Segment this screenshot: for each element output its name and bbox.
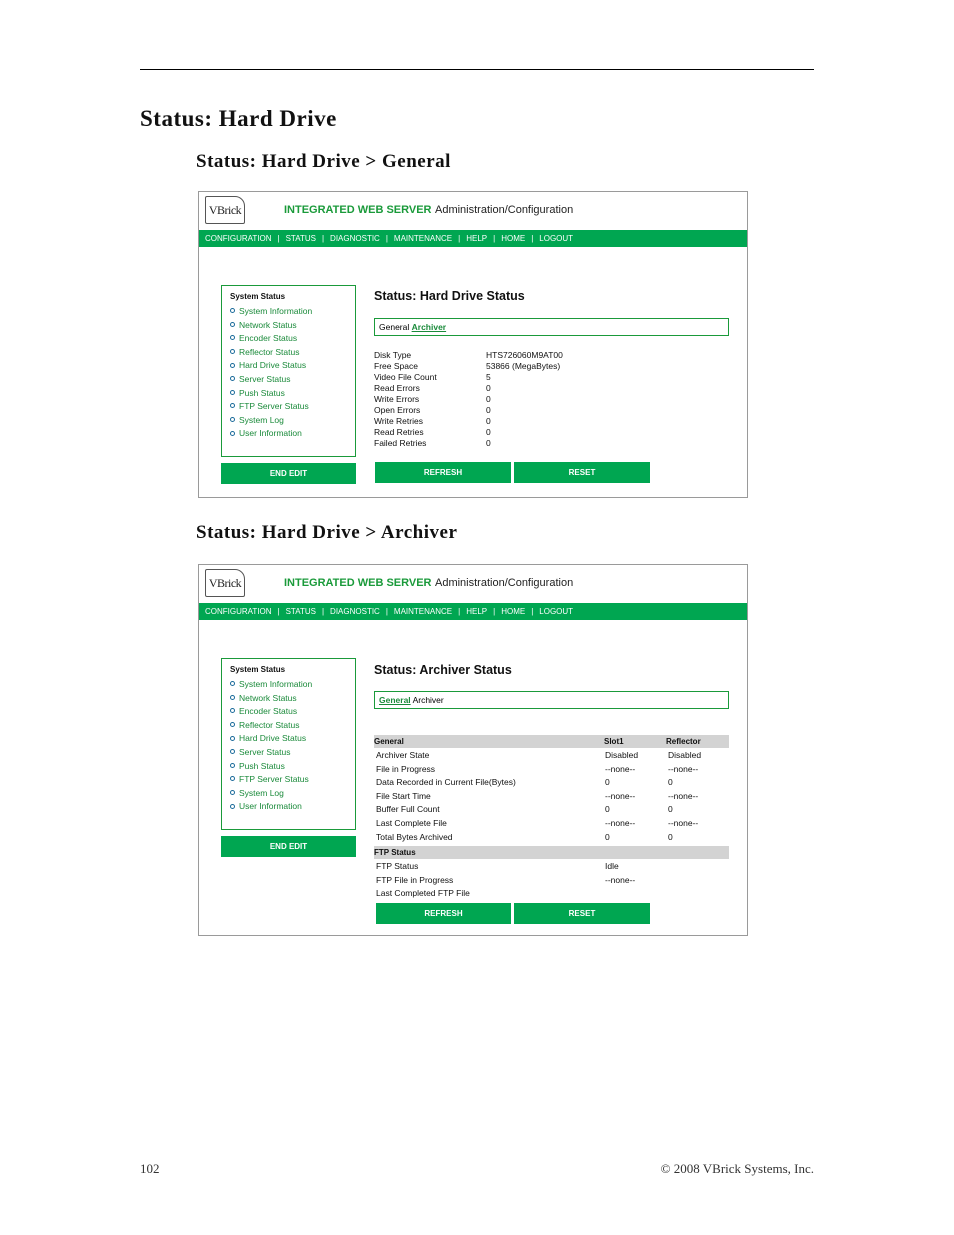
archiver-row-reflector: Disabled [668,750,702,760]
sidebar-item-hard-drive-status[interactable] [222,359,355,373]
nav-bar [199,230,747,247]
nav-logout[interactable]: LOGOUT [539,234,574,243]
tab-strip [374,318,729,336]
status-label: Write Retries [374,416,423,426]
status-value: 5 [486,372,491,382]
status-label: Write Errors [374,394,420,404]
sidebar-item-reflector-status[interactable] [222,346,355,360]
bullet-icon [230,322,235,327]
nav-separator: | [385,607,388,616]
bullet-icon [230,363,235,368]
nav-maintenance[interactable]: MAINTENANCE [393,234,453,243]
sidebar-item-label: Push Status [239,387,285,398]
nav-status[interactable]: STATUS [285,234,316,243]
refresh-button[interactable]: REFRESH [376,903,511,924]
status-value: 0 [486,394,491,404]
sidebar-item-user-information[interactable] [222,427,355,441]
archiver-row-label: Buffer Full Count [376,804,440,815]
archiver-row-reflector: 0 [668,777,673,788]
bullet-icon [230,308,235,313]
sidebar-item-label: FTP Server Status [239,401,309,412]
sidebar-item-hard-drive-status[interactable] [222,732,355,746]
archiver-row-slot1: 0 [605,831,610,842]
archiver-row-reflector: --none-- [668,818,699,828]
nav-configuration[interactable]: CONFIGURATION [205,234,272,243]
copyright: © 2008 VBrick Systems, Inc. [660,1161,814,1176]
bullet-icon [230,403,235,408]
sidebar-item-network-status[interactable] [222,692,355,706]
bullet-icon [230,335,235,340]
status-label: Open Errors [374,405,421,415]
sidebar-item-label: Encoder Status [239,706,298,717]
ftp-status-header [374,846,729,859]
bullet-icon [230,790,235,795]
section-archiver-title: Status: Hard Drive > Archiver [196,522,458,543]
archiver-row-label: Data Recorded in Current File(Bytes) [376,777,516,788]
app-header [199,192,747,230]
status-value: 0 [486,427,491,437]
status-value: 0 [486,438,491,448]
archiver-row-slot1: 0 [605,804,610,815]
page-title: Status: Hard Drive [140,106,337,131]
admin-subtitle: Administration/Configuration [435,204,574,216]
status-label: Read Retries [374,427,424,437]
sidebar-item-label: Push Status [239,760,285,771]
nav-configuration[interactable]: CONFIGURATION [205,607,272,616]
status-value: 53866 (MegaBytes) [486,361,561,371]
ftp-row-label: Last Completed FTP File [376,888,470,899]
bullet-icon [230,708,235,713]
sidebar-item-ftp-server-status[interactable] [222,773,355,787]
archiver-row-label: Archiver State [376,750,430,760]
nav-status[interactable]: STATUS [285,607,316,616]
screenshot-archiver [198,564,748,936]
nav-help[interactable]: HELP [466,234,488,243]
nav-separator: | [493,234,496,243]
archiver-row-reflector: --none-- [668,790,699,801]
bullet-icon [230,417,235,422]
sidebar-item-label: Hard Drive Status [239,733,307,744]
tab-strip [374,691,729,709]
status-label: Disk Type [374,350,412,360]
admin-subtitle: Administration/Configuration [435,577,574,589]
sidebar-item-push-status[interactable] [222,760,355,774]
sidebar-item-label: Server Status [239,746,291,757]
tab-general[interactable]: General [379,695,411,705]
archiver-row-label: Last Complete File [376,818,447,828]
reset-button[interactable]: RESET [514,903,650,924]
sidebar-item-network-status[interactable] [222,319,355,333]
status-label: Video File Count [374,372,437,382]
sidebar-item-server-status[interactable] [222,746,355,760]
sidebar-item-label: System Log [239,787,284,798]
sidebar-item-system-log[interactable] [222,414,355,428]
status-label: Failed Retries [374,438,427,448]
status-heading: Status: Hard Drive Status [374,289,525,303]
sidebar-item-label: User Information [239,428,302,439]
bullet-icon [230,722,235,727]
archiver-row-reflector: 0 [668,804,673,815]
tab-archiver[interactable]: Archiver [411,322,447,332]
archiver-row-slot1: 0 [605,777,610,788]
nav-separator: | [458,607,461,616]
status-label: Read Errors [374,383,420,393]
sidebar [221,285,356,457]
screenshot-general [198,191,748,498]
tab-archiver[interactable]: Archiver [412,695,444,705]
sidebar-item-label: System Information [239,306,313,316]
reset-button[interactable]: RESET [514,462,650,483]
nav-separator: | [531,234,534,243]
archiver-table-header [374,735,729,748]
status-value: HTS726060M9AT00 [486,350,563,360]
archiver-row-slot1: --none-- [605,763,636,774]
nav-maintenance[interactable]: MAINTENANCE [393,607,453,616]
sidebar-title: System Status [230,292,286,301]
archiver-row-slot1: Disabled [605,750,639,760]
nav-separator: | [493,607,496,616]
sidebar-item-label: Reflector Status [239,719,300,730]
archiver-row-label: File Start Time [376,790,431,801]
product-name: INTEGRATED WEB SERVER [284,577,432,589]
page-number: 102 [140,1161,160,1176]
end-edit-button[interactable]: END EDIT [221,836,356,857]
sidebar-item-label: Encoder Status [239,333,298,344]
ftp-row-label: FTP Status [376,861,419,871]
sidebar-item-user-information[interactable] [222,800,355,814]
ftp-row-value: Idle [605,861,619,871]
product-name: INTEGRATED WEB SERVER [284,204,432,216]
sidebar-item-system-information[interactable] [222,678,355,692]
bullet-icon [230,776,235,781]
nav-separator: | [277,234,280,243]
status-label: Free Space [374,361,418,371]
col-general: General [374,737,404,746]
sidebar [221,658,356,830]
nav-home[interactable]: HOME [501,607,526,616]
app-header [199,565,747,603]
tab-general[interactable]: General [379,322,410,332]
nav-separator: | [531,607,534,616]
archiver-row-slot1: --none-- [605,818,636,828]
sidebar-item-system-log[interactable] [222,787,355,801]
archiver-row-reflector: 0 [668,831,673,842]
nav-separator: | [385,234,388,243]
bullet-icon [230,804,235,809]
sidebar-item-label: FTP Server Status [239,774,309,785]
section-general-title: Status: Hard Drive > General [196,151,451,172]
sidebar-item-system-information[interactable] [222,305,355,319]
sidebar-item-label: Server Status [239,373,291,384]
nav-bar [199,603,747,620]
bullet-icon [230,681,235,686]
nav-separator: | [277,607,280,616]
nav-home[interactable]: HOME [501,234,526,243]
bullet-icon [230,376,235,381]
nav-diagnostic[interactable]: DIAGNOSTIC [330,234,380,243]
sidebar-item-push-status[interactable] [222,387,355,401]
ftp-row-value: --none-- [605,874,636,885]
sidebar-item-label: Network Status [239,692,297,703]
status-value: 0 [486,383,491,393]
sidebar-item-label: Reflector Status [239,346,300,357]
bullet-icon [230,695,235,700]
vbrick-logo: VBrick [205,569,245,597]
sidebar-item-label: Hard Drive Status [239,360,307,371]
sidebar-item-label: Network Status [239,319,297,330]
top-rule [140,69,814,70]
status-value: 0 [486,405,491,415]
sidebar-item-encoder-status[interactable] [222,705,355,719]
status-heading: Status: Archiver Status [374,663,512,677]
sidebar-item-label: User Information [239,801,302,812]
nav-separator: | [321,607,325,616]
ftp-row-label: FTP File in Progress [376,874,454,885]
col-reflector: Reflector [666,737,701,746]
sidebar-item-encoder-status[interactable] [222,332,355,346]
nav-help[interactable]: HELP [466,607,488,616]
bullet-icon [230,763,235,768]
bullet-icon [230,749,235,754]
vbrick-logo: VBrick [205,196,245,224]
refresh-button[interactable]: REFRESH [375,462,511,483]
sidebar-item-ftp-server-status[interactable] [222,400,355,414]
sidebar-item-reflector-status[interactable] [222,719,355,733]
sidebar-item-label: System Information [239,679,313,689]
nav-logout[interactable]: LOGOUT [539,607,574,616]
nav-separator: | [321,234,325,243]
archiver-row-label: File in Progress [376,763,436,774]
sidebar-item-label: System Log [239,414,284,425]
archiver-row-slot1: --none-- [605,790,636,801]
bullet-icon [230,349,235,354]
ftp-status-title: FTP Status [374,848,416,857]
bullet-icon [230,736,235,741]
sidebar-item-server-status[interactable] [222,373,355,387]
bullet-icon [230,431,235,436]
nav-separator: | [458,234,461,243]
col-slot1: Slot1 [604,737,624,746]
nav-diagnostic[interactable]: DIAGNOSTIC [330,607,380,616]
bullet-icon [230,390,235,395]
status-value: 0 [486,416,491,426]
archiver-row-reflector: --none-- [668,763,699,774]
sidebar-title: System Status [230,665,286,674]
archiver-row-label: Total Bytes Archived [376,831,453,842]
end-edit-button[interactable]: END EDIT [221,463,356,484]
